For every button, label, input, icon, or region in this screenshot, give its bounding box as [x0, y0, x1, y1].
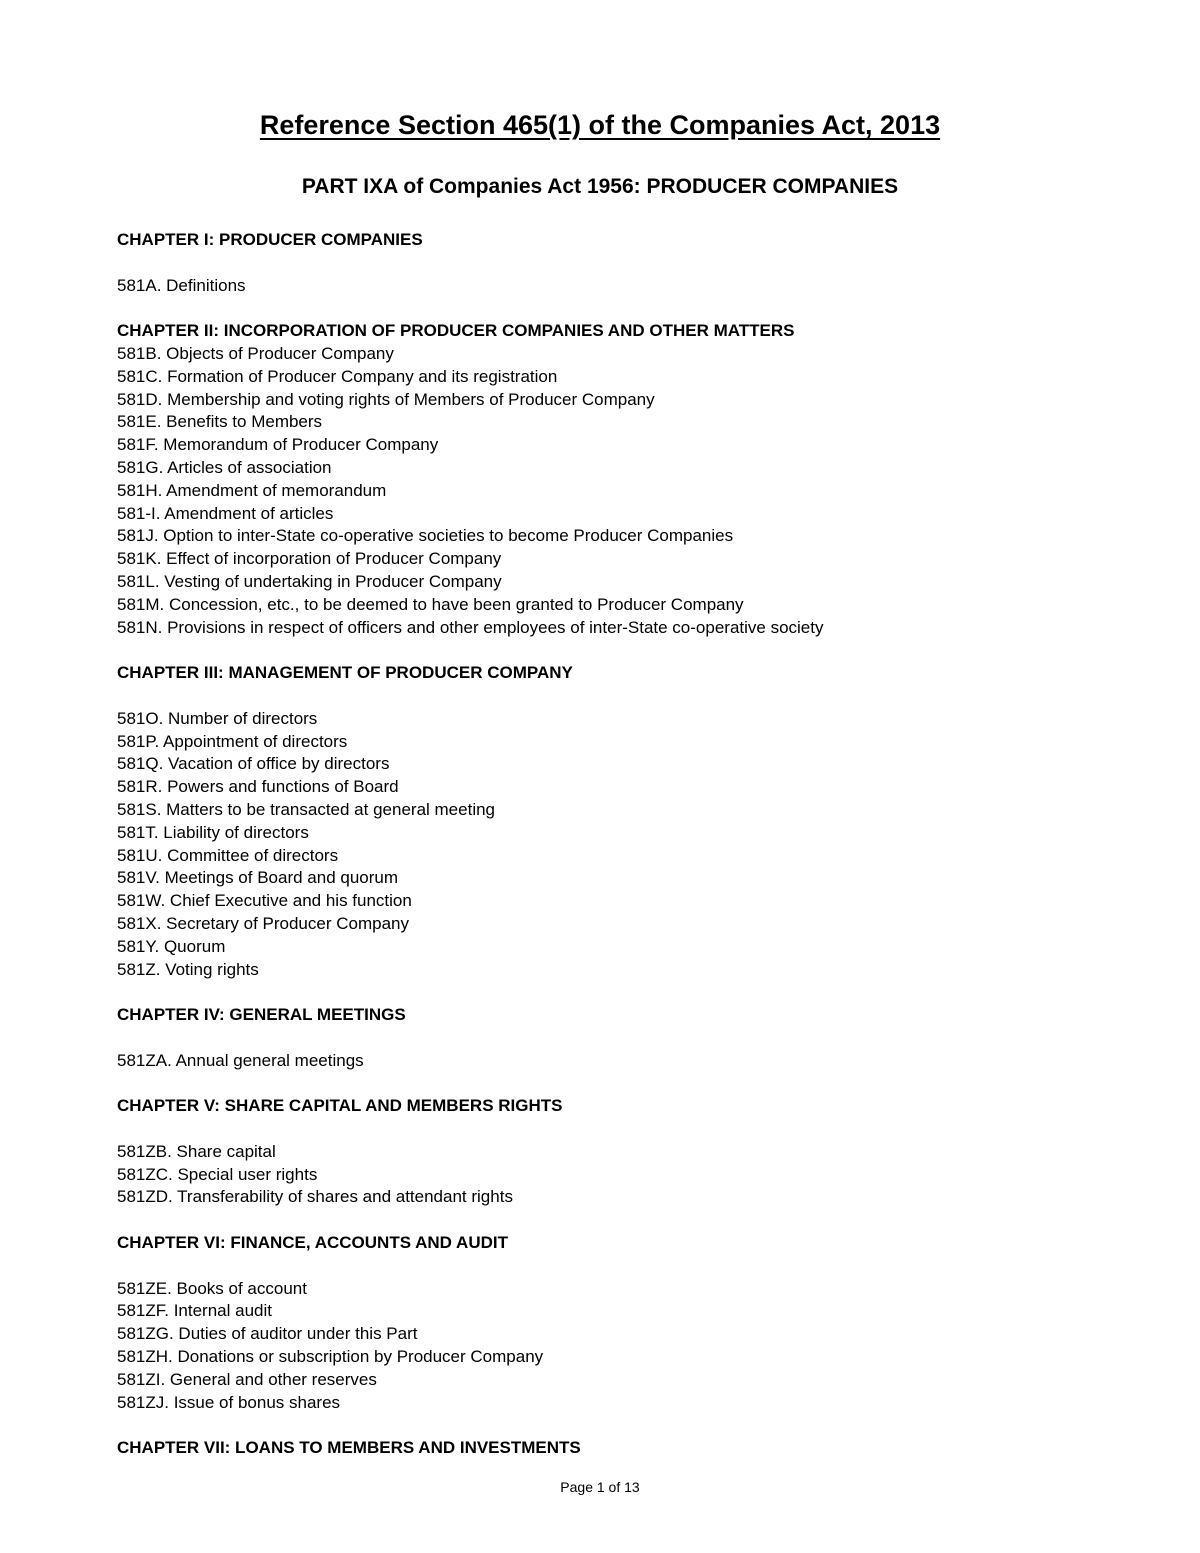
chapter-heading: CHAPTER VII: LOANS TO MEMBERS AND INVESTMENTS [117, 1438, 581, 1458]
section-spacer [117, 1072, 1117, 1095]
section-entry: 581A. Definitions [117, 275, 246, 295]
section-entry: 581H. Amendment of memorandum [117, 480, 387, 500]
section-entry: 581E. Benefits to Members [117, 412, 323, 432]
section-entry: 581ZC. Special user rights [117, 1164, 318, 1184]
section-entry: 581O. Number of directors [117, 708, 318, 728]
section-entry: 581ZA. Annual general meetings [117, 1050, 364, 1070]
section-entry: 581ZH. Donations or subscription by Producer Company [117, 1347, 544, 1367]
section-entry: 581ZG. Duties of auditor under this Part [117, 1324, 418, 1344]
page-number: Page 1 of 13 [560, 1479, 640, 1495]
section-spacer [117, 297, 1117, 320]
section-entry: 581G. Articles of association [117, 457, 332, 477]
document-subtitle: PART IXA of Companies Act 1956: PRODUCER COMPANIES [301, 175, 899, 198]
section-entry: 581J. Option to inter-State co-operative societies to become Producer Companies [117, 526, 734, 546]
section-entry: 581S. Matters to be transacted at general meeting [117, 799, 496, 819]
section-entry: 581X. Secretary of Producer Company [117, 913, 409, 933]
table-of-contents [117, 229, 1117, 1460]
section-entry: 581Z. Voting rights [117, 959, 259, 979]
section-entry: 581V. Meetings of Board and quorum [117, 868, 399, 888]
section-entry: 581F. Memorandum of Producer Company [117, 435, 439, 455]
section-entry: 581T. Liability of directors [117, 822, 309, 842]
section-entry: 581N. Provisions in respect of officers and other employees of inter-State co-operative society [117, 617, 824, 637]
section-entry: 581ZD. Transferability of shares and attendant rights [117, 1187, 513, 1207]
section-entry: 581ZI. General and other reserves [117, 1369, 377, 1389]
chapter-heading: CHAPTER V: SHARE CAPITAL AND MEMBERS RIGHTS [117, 1096, 563, 1116]
section-entry: 581P. Appointment of directors [117, 731, 348, 751]
document-title: Reference Section 465(1) of the Companies Act, 2013 [259, 110, 941, 140]
section-entry: 581ZB. Share capital [117, 1141, 276, 1161]
section-spacer [117, 639, 1117, 662]
section-entry: 581L. Vesting of undertaking in Producer Company [117, 571, 502, 591]
section-entry: 581B. Objects of Producer Company [117, 343, 394, 363]
heading-spacer [117, 1118, 1117, 1141]
section-spacer [117, 1414, 1117, 1437]
section-entry: 581U. Committee of directors [117, 845, 339, 865]
section-entry: 581-I. Amendment of articles [117, 503, 334, 523]
heading-spacer [117, 685, 1117, 708]
heading-spacer [117, 1255, 1117, 1278]
heading-spacer [117, 1027, 1117, 1050]
section-entry: 581D. Membership and voting rights of Members of Producer Company [117, 389, 655, 409]
section-entry: 581M. Concession, etc., to be deemed to have been granted to Producer Company [117, 594, 744, 614]
heading-spacer [117, 252, 1117, 275]
section-spacer [117, 1209, 1117, 1232]
section-entry: 581ZF. Internal audit [117, 1301, 272, 1321]
section-entry: 581Q. Vacation of office by directors [117, 754, 390, 774]
chapter-heading: CHAPTER III: MANAGEMENT OF PRODUCER COMPANY [117, 663, 573, 683]
section-spacer [117, 981, 1117, 1004]
section-entry: 581ZJ. Issue of bonus shares [117, 1392, 341, 1412]
section-entry: 581K. Effect of incorporation of Producer Company [117, 549, 502, 569]
chapter-heading: CHAPTER I: PRODUCER COMPANIES [117, 230, 423, 249]
section-entry: 581W. Chief Executive and his function [117, 891, 412, 911]
section-entry: 581C. Formation of Producer Company and its registration [117, 366, 558, 386]
chapter-heading: CHAPTER II: INCORPORATION OF PRODUCER COMPANIES AND OTHER MATTERS [117, 321, 795, 341]
section-entry: 581ZE. Books of account [117, 1278, 307, 1298]
section-entry: 581R. Powers and functions of Board [117, 777, 399, 797]
chapter-heading: CHAPTER IV: GENERAL MEETINGS [117, 1005, 406, 1025]
section-entry: 581Y. Quorum [117, 936, 226, 956]
chapter-heading: CHAPTER VI: FINANCE, ACCOUNTS AND AUDIT [117, 1233, 508, 1253]
